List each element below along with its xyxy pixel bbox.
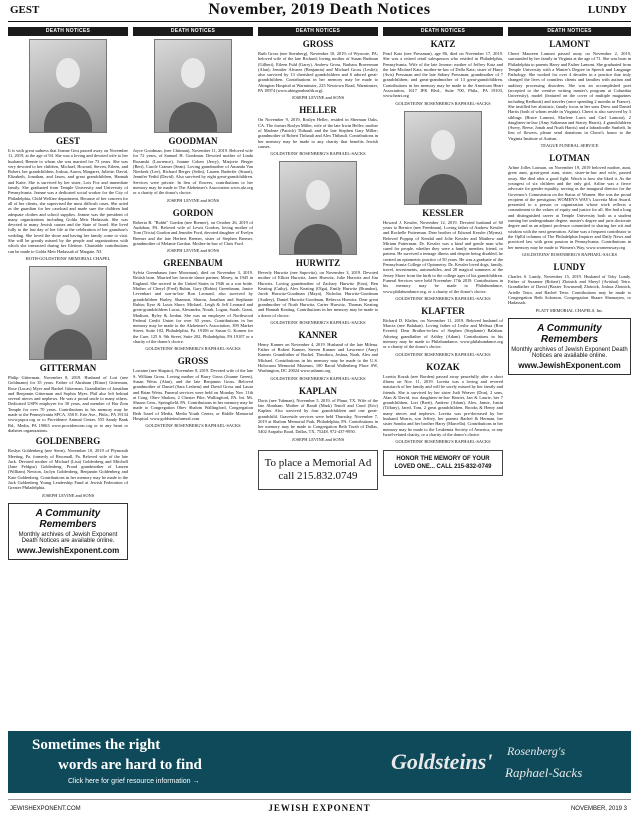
column-band: DEATH NOTICES [508,27,631,36]
obit-name: GOLDENBERG [35,436,101,447]
header-right: LUNDY [587,4,627,16]
column-band: DEATH NOTICES [8,27,128,36]
obit-name: HELLER [299,105,337,116]
footer-site[interactable]: JEWISHEXPONENT.COM [10,806,81,812]
funeral-home: TEAGUE FUNERAL SERVICE [540,143,599,149]
obit-name: GOODMAN [168,136,218,146]
obit-name: LOTMAN [549,153,590,164]
ad-title: A Community Remembers [537,322,602,345]
obit-name: LAMONT [549,39,590,49]
obit-text: On November 9, 2019, Roslyn Heller, resided in Sherman Oaks, CA. The former Roslyn Miller, wife of the late Irwin Heller; mother of Marlene (Patrick) Thibault and the late Stephen Gary Miller; grandmother of Robert Thibault and Alex Thibault. Contributions in her memory may be made to any charity that benefits Jewish causes. [258,117,378,149]
funeral-home: JOSEPH LEVINE and SONS [41,492,95,498]
obit-name: GORDON [172,207,214,218]
obit-text: Loretta Kozak (nee Borden) passed away peacefully after a short illness on Nov. 11, 2019. Loretta was a loving and revered matriarch of her family and will be sorely missed by her family and friends. She is survived by her sister Judi Weaver (Don), 2 sons, Alan & David, two daughters-in-law Harriet, Jan & Laurie, her 7 grandchildren, Lori (Brett), Andrew (Adam), Alex, Jamie, Justin (Tiffany), Jared, Tom, 2 great grandchildren, Brooks & Henry and many nieces and nephews. Loretta was pre-deceased by her husband Morris, son Jeffrey, her parents Rachel & Herman, her sister Sondra and her brother Harry (Marcella). Contributions in her memory may be made to the Leukemia Society of America, or any Israel-related charity, or a charity of the donor's choice. [383,373,503,437]
funeral-home: JOSEPH LEVINE and SONS [291,436,345,442]
obit-text: Roslyn Goldenberg (nee Stern), November 10, 2019 of Plymouth Meeting, Pa. formerly of Broomall, Pa. Beloved wife of the late Jack. Devoted mother of Michael (Lisa) Goldenberg and Mitchell (Jane Feldgus) Goldenberg. Proud grandmother of Lauren (William) Newton, Jaclyn Goldenberg, Benjamin Goldenberg and Kate Goldenberg. Contributions in her memory may be made to the Jack Goldenberg Young Leadership Fund at Jewish Federation of Greater Philadelphia. [8,448,128,491]
column-band: DEATH NOTICES [383,27,503,36]
community-remembers-ad[interactable] [508,318,631,375]
footer-rule [8,799,631,800]
obit-name: HURWITZ [295,258,341,269]
column-band: DEATH NOTICES [258,27,378,36]
community-remembers-ad[interactable] [8,503,128,560]
obit-text: Beverly Hurwitz (nee Supovitz), on November 3, 2019. Devoted mother of Elliott Hurwitz, Janet Hurwitz, Julie Hurwitz and Jim Hurwitz. Loving grandmother of Zachary Hurwitz (Erin), Ben Keating (Cathy), Alex Keating (Olga), Emily Hurwitz (Brandon), Jacob Hurwitz-Goodman (Maya), Nicholas Hurwitz-Goodman (Audrey), Daniel Hurwitz-Goodman, Rebecca Hurwitz. Dear great grandmother of Noah Hurwitz, Carter Hurwitz, Thomas Keating and Hannah Keating. Contributions in her memory may be made to a donor of choice. [258,270,378,318]
obit-name: GEST [55,136,80,146]
obit-text: Doris (nee Tubman), November 5, 2019, of Plano, TX. Wife of the late Abraham. Mother of Randi (Mark) Tenoff and Carol (Eric) Kaplan. Also survived by four grandchildren and one great-grandchild. Graveside services were held Thursday, November 7, 2019 at Shalom Memorial Park, Philadelphia, PA. Contributions in her memory may be made to Congregation Beth Torah of Dallas, 5402 Arapaho Road, Dallas, TX, 75248, 972-437-9950. [258,397,378,435]
funeral-home: GOLDSTEINS' ROSENBERG'S RAPHAEL-SACKS [395,100,491,106]
ad-url[interactable]: www.JewishExponent.com [518,360,621,370]
funeral-home: ROTH-GOLDSTEINS' MEMORIAL CHAPEL [25,255,111,261]
svg-text:Raphael-Sacks: Raphael-Sacks [505,765,583,780]
obit-name: KATZ [430,39,456,49]
goldsteins-logo [387,739,617,785]
obit-text: Lorraine (nee Shapiro), November 8, 2019. Devoted wife of the late S. William Gross. Loving mother of Barry Gross (Joanne Green), Susan Weiss (Alan), and the late Benjamin Gross. Beloved grandmother of Daniel (Sara Leshem) and David Gross and Laura and Brian Weiss. Funeral services were held on Monday Nov. 11th at Cong. Ohev Shalom, 2 Chester Pike, Wallingford, PA. Int. Mt. Sharon Cem., Springfield, PA. Contributions in her memory may be made to Congregation Ohev Shalom Wallingford, Congregation Beth Israel of Media, Media Youth Center, or Riddle Memorial Hospital. www.goldsteinsfuneral.com [133,368,253,421]
obit-text: Philip Gitterman, November 8, 2019. Husband of Lori (nee Goldmann) for 35 years. Father of Abraham (Elinor) Gitterman, Rose (Lucas) Myer and Rachel Gitterman. Grandfather of Jonathan and Benjamin Gitterman and Sophia Myer. Phil also left behind several nieces and nephews. He was a proud uncle to many others. Dedicated USPS employee for 30 years, and member of Har Zion Temple for over 70 years. Contributions in his memory may be made to the Pennsylvania SPCA, 350 E. Erie Ave., Phila., PA 19134 www.pspca.org or to Providence Animal Center, 555 Sandy Bank Rd., Media, PA 19063 www.providenceac.org or to any heart or diabetes organizations. [8,374,128,433]
funeral-home: GOLDSTEINS' ROSENBERG'S RAPHAEL-SACKS [395,439,491,445]
obit-name: KLAFTER [421,305,465,316]
column-1 [8,27,128,729]
obit-name: KOZAK [426,361,460,372]
obit-name: GROSS [177,356,209,367]
footer-publication: JEWISH EXPONENT [268,803,371,813]
honor-memory-ad[interactable]: HONOR THE MEMORY OF YOUR LOVED ONE... CALL 215-832-0749 [383,450,503,476]
banner-line2: words are hard to find [58,757,202,773]
column-2 [133,27,253,729]
column-4 [383,27,503,729]
obit-name: GROSS [302,39,334,49]
ad-sub: Monthly archives of Jewish Exponent Death Notices are available online. [511,346,628,359]
obit-text: Ruth Gross (nee Sternberg), November 10, 2019; of Wyncote, PA; beloved wife of the late Richard; loving mother of Susan Rudman (Gilbert), Eileen Fuld (Garry), Andrew Gross, Barbara Braverman (Alan); Jennifer Alvarez (Benjamin) and Michael Gross (Leslie); also survived by 13 cherished grandchildren and 6 adored great-grandchildren. Contributions in her memory may be made to Abington Hospital at Warminster, 225 Newtown Road, Warminster, PA 18974 (www.abingtonhealth.org). [258,51,378,94]
obit-name: KANNER [298,329,338,340]
memorial-ad[interactable]: To place a Memorial Ad call 215.832.0749 [258,450,378,490]
funeral-home: JOSEPH LEVINE and SONS [291,95,345,101]
grief-resource-banner[interactable] [8,731,631,793]
funeral-home: GOLDSTEINS' ROSENBERG'S RAPHAEL-SACKS [145,423,241,429]
obit-name: GREENBAUM [163,258,223,269]
obit-text: Joyce Goodman, (nee Chitman), November 11, 2019. Beloved wife for 72 years, of Samuel H. Goodman. Devoted mother of Linda Rozanski (Lawrence), Joanne Cohen (Jerry), Marjorie Berger (Bert), Carole Cramer (Sean). Loving grandmother of Amanda Van Nierkerk (Lee), Richard Berger (Selin), Lauren Ruderfer (Stuart), Jennifer Yedid (David). Also survived by eight great-grandchildren. Services were private. In lieu of flowers, contributions to her memory may be made to The Alzheimer's Association www.alz.org or a charity of the donor's choice. [133,148,253,196]
column-3 [258,27,378,729]
ad-title: A Community Remembers [35,507,101,530]
obit-text: Charles S. Lundy, November 15, 2019. Husband of Toby Lundy. Father of Suzanne (Robert) Zlotnick and Sheryl (Avishai) Tetro. Grandfather of David (Baxter Townsend) Zlotnick, Joshua Zlotnick, Arielle Tetro, and Rachel Tetro. Contributions may be made to Congregation Beth Solomon, Congregation Shaare Shamayim, or Hadassah. [508,273,631,306]
column-5 [508,27,631,729]
photo-hurwitz [279,161,357,255]
obit-name: KAPLAN [299,385,337,396]
ad-sub: Monthly archives of Jewish Exponent Death Notices are available online. [18,531,118,544]
column-band: DEATH NOTICES [133,27,253,36]
funeral-home: GOLDSTEINS' ROSENBERG'S RAPHAEL-SACKS [521,251,618,257]
funeral-home: GOLDSTEINS' ROSENBERG'S RAPHAEL-SACKS [270,319,366,325]
footer-date-page: NOVEMBER, 2019 3 [570,806,627,812]
svg-text:Rosenberg's: Rosenberg's [507,744,566,758]
obit-name: GITTERMAN [39,362,97,373]
funeral-home: PLATT MEMORIAL CHAPELS, Inc. [535,307,604,313]
page-title: November, 2019 Death Notices [208,1,431,18]
banner-link[interactable]: Click here for grief resource information → [68,778,200,785]
banner-line1: Sometimes the right [32,737,161,753]
obit-text: Arline Jolles Lotman, on November 19, 2019 beloved mother, aunt, great aunt, great-great aunt, sister, sister-in-law and wife, passed away. She died after a good fight. Watch is how she liked it. As the youngest of six children and the only girl, Arline was a fierce advocate for gender equality, serving as the inaugural director for the Governor's Commission on the Status of Women. She was the proud recipient of the prestigious WOMEN'S WAY's Lucretia Mott Award, presented to a person or organization whose work reflects a commitment to the values of equity and justice for all. She had a long and distinguished career at Temple University both as a student earning her undergraduate degree, master's degree and juris doctorate degree and as an adjunct professor committed to sharing her wit and wisdom with the next generation. Arline was a frequent contributor to the OpEd columns of The Philadelphia Inquirer and Daily News and practiced law with great passion in Pennsylvania. Contributions in her memory may be made to Women's Way, www.womensway.org [508,165,631,250]
obit-text: Sylvia Greenbaum (nee Moorman), died on November 3, 2019. British born. Married her favorite dance partner, Morey, in 1945 in England. She arrived in the United States in 1946 as a war bride. Mother of Cheryl (Fred) Rubin, Gary (Robin) Greenbaum, Janice Levenhart and son-in-law Ron Leonard, also survived by grandchildren Harley, Shannon, Sharon, Jonathan and Stephanie Rubin; Ilyse & Louis Shorr; Michael, Leigh & Jeff Leonard and great-grandchildren Lucas, Alexandra, Norah, Logan, Sarah, Grant, Madison, Ryley & Jordan. She was an employee of Northwood Federal Credit Union for over 30 years. Contributions in her memory may be made to the Alzheimer's Association, 399 Market Street, Suite 102, Philadelphia, Pa. 19106 or Susan G. Komen for the Cure, 125 S. 9th Street, Suite 202, Philadelphia, PA 19107 or a charity of the donor's choice. [133,270,253,345]
photo-gitterman [29,266,107,360]
funeral-home: JOSEPH LEVINE and SONS [166,197,220,203]
obit-text: Richard D. Klafter, on November 11, 2019. Beloved husband of Marcia (nee Balaban). Loving father of Leslie and Melissa (Ron Everett). Dear Brother-in-law of Stephen (Stephanie) Balaban. Adoring grandfather of Ashley (Adam). Contributions in his memory may be made to Philabundance, www.philabundance.org or a charity of the donor's choice. [383,317,503,350]
header-left: GEST [10,4,40,16]
photo-kessler [404,111,482,205]
obit-text: Pearl Katz (nee Pressman), age 86, died on November 17, 2019. She was a retired retail salesperson who resided in Philadelphia, Pennsylvania. Wife of the late Jerome; mother of Jeffrey Katz and the late Michael Katz; mother-in-law of Della Katz; sister of Harry (Avis) Pressman and the late Sidney Pressman; grandmother of 7 grandchildren; and great-grandmother of 13 great-grandchildren. Contributions in her memory may be made to the American Heart Association, 1617 JFK Blvd., Suite 700, Phila., PA 19103, www.heart.org [383,51,503,99]
obit-text: Howard J. Kessler, November 12, 2019. Devoted husband of 60 years to Bernice (nee Freedman). Loving father of Andrew Kessler and Rochelle Futterman. Dear brother of Edward Kessler (Myrna). Beloved Poppop of Kendal and Jolie Kessler and Matthew and Miriam Futterman. Dr. Kessler was a kind and gentle man who cared for people, whether they were a family member, friend, or patient. He survived a teenage illness and despite being disabled, he created an optometric practice of 50 years. He was a graduate of the Pennsylvania College of Optometry. Dr. Kessler loved dogs, family, travel, investments, automobiles, and 28 magical summers at the Jersey Shore from the birth to the college ages of his grandchildren. Funeral Services were held November 17th 2019. Contributions in his memory may be made to Philabundance, www.philabundance.org, or a charity of the donor's choice. [383,219,503,294]
funeral-home: GOLDSTEINS' ROSENBERG'S RAPHAEL-SACKS [270,375,366,381]
obit-text: Henry Kanner on November 4, 2019. Husband of the late Milena. Father of Robert Kanner, Steven Kanner and Lawrence (Amy) Kanner. Grandfather of Rachel, Theodora, Joshua, Noah, Alex and Michael. Contributions in his memory may be made to the U.S. Holocaust Memorial Museum, 100 Raoul Wallenberg Place SW, Washington, DC 20024 www.ushmm.org [258,341,378,374]
funeral-home: GOLDSTEINS' ROSENBERG'S RAPHAEL-SACKS [145,346,241,352]
obit-name: KESSLER [422,207,464,218]
header-rule [8,21,631,22]
obit-text: Roberta B. "Bobbi" Gordon (nee Bremer), on October 26, 2019 of Audubon, PA. Beloved wife of Lewis Gordon, loving mother of Tom (Tricia) Gordon and Jennifer Ford, devoted daughter of Evelyn Bremer and the late Herbert Bremer, sister of Stephen Bremer, grandmother of Melanie Gordon. Mother-in-law of Chris Ford. [133,219,253,246]
photo-gest [29,39,107,133]
funeral-home: JOSEPH LEVINE and SONS [166,248,220,254]
obit-text: It is with great sadness that Jeanne Gest passed away on November 11, 2019, at the age of 94. She was a loving and devoted wife to her husband, Bennie to whom she was married for 73 years. She was very devoted to her children, Michael, Howard, Steven, Eileen, and Robert, her grandchildren, Joshua, Aaron, Margaret, Juliette, David, Elizabeth, Jonathan, and Jason, and great grandchildren, Hannah and Katie. She is survived by her sister, Lois Fox and immediate family. She graduated from Temple University and University of Pennsylvania. Jeanne was a dedicated social worker for the City of Philadelphia, Child Welfare department. Because of her concern for all of her clients, she supervised the most difficult cases. She acted as the guardian for her caseload and made sure the children had adequate clothes and school supplies. Jeanne was the president of many organizations including Golda Meir Hadassah. She was devoted to many Jewish causes and the State of Israel. She lived fully to the last day of her life at the celebration of her grandson's wedding. She loved the shore and having her family come to visit. She will be greatly missed by the people and organizations with which she interacted during her lifetime. Charitable contributions can be made to Golda Meir Hadassah of Margate, NJ. [8,148,128,254]
funeral-home: GOLDSTEINS' ROSENBERG'S RAPHAEL-SACKS [270,151,366,157]
obit-name: LUNDY [553,261,586,272]
obit-text: Cherri Maureen Lamont passed away on November 2, 2019, surrounded by her family in Virginia at the age of 71. She was born in Philadelphia to parents Harry and Esther Lamont. She graduated from Temple University with a Master's Degree in Speech and Language Pathology. She worked for over 4 decades in a practice that truly changed the lives of countless clients and families with autism and auditory processing disorders. She was an accomplished poet (accepted to the creative writing master's program at Columbia University), model (featured on the cover of multiple magazines including Redbook) and traveler (once spending 2 months in France). She instilled her altruistic, family focus in her sons Drew and Daniel Harris (both of whom reside in Virginia). Cherri is also survived by 3 siblings (Bruce Lamont, Marlene Laws and Carl Lamont), 2 daughters-in-law (Amy Saltzman and Stacey Harris), 4 grandchildren (Avery, Reese, Jonah and Noah Harris) and a labradoodle Sunbelt. In lieu of flowers, please send donations in Cherri's honor to the Virginia Institute of Autism. [508,51,631,141]
svg-text:Goldsteins': Goldsteins' [391,749,493,774]
funeral-home: GOLDSTEINS' ROSENBERG'S RAPHAEL-SACKS [395,351,491,357]
photo-goodman [154,39,232,133]
funeral-home: GOLDSTEINS' ROSENBERG'S RAPHAEL-SACKS [395,295,491,301]
ad-url[interactable]: www.JewishExponent.com [16,545,120,555]
